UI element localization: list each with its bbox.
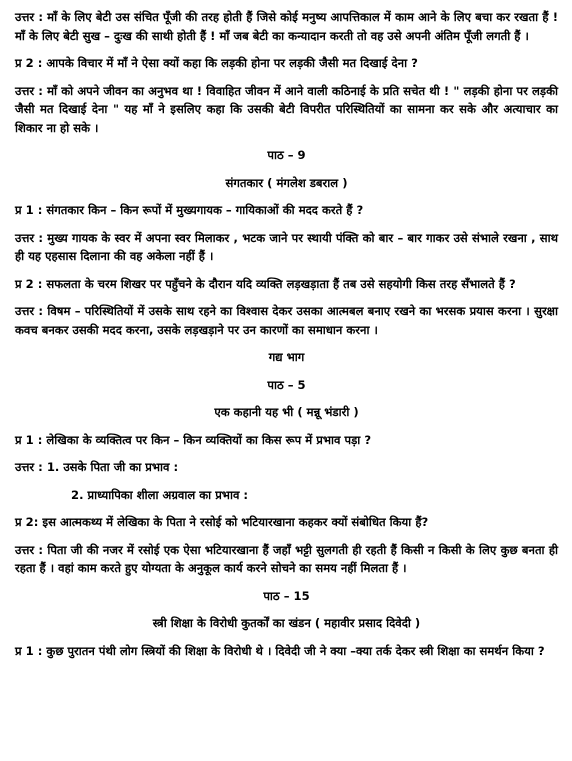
answer-mukhya-gayak: उत्तर : मुख्य गायक के स्वर में अपना स्वर मिलाकर , भटक जाने पर स्थायी पंक्ति को बार – बार गाकर उसे संभाले रखना , साथ ही यह एहसास दिलाना की वह अकेला नहीं हैं ।	[15, 230, 558, 263]
answer-list-item-1: उत्तर : 1. उसके पिता जी का प्रभाव :	[15, 460, 179, 474]
answer-list-item-2: 2. प्राध्यापिका शीला अग्रवाल का प्रभाव :	[71, 487, 249, 502]
section-heading-gadya: गद्य भाग	[268, 350, 305, 364]
answer-maa-anubhav: उत्तर : माँ को अपने जीवन का अनुभव था ! विवाहित जीवन में आने वाली कठिनाई के प्रति सचेत थी ! " लड़की होना पर लड़की जैसी मत दिखाई देना " यह माँ ने इसलिए कहा कि उसकी बेटी विपरीत परिस्थितियों का सामना कर सके और अत्याचार का शिकार ना हो सके ।	[15, 83, 558, 135]
chapter-title-sangatkar: संगतकार ( मंगलेश डबराल )	[225, 175, 348, 190]
question-2-ladki: प्र 2 : आपके विचार में माँ ने ऐसा क्यों कहा कि लड़की होना पर लड़की जैसी मत दिखाई देना ?	[15, 56, 418, 70]
lesson-heading-15: पाठ – 15	[263, 588, 310, 603]
answer-visham: उत्तर : विषम – परिस्थितियों में उसके साथ रहने का विश्वास देकर उसका आत्मबल बनाए रखने का भरसक प्रयास करना । सुरक्षा कवच बनकर उसकी मदद करना, उसके लड़खड़ाने पर उन कारणों का समाधान करना ।	[15, 304, 558, 337]
answer-maa-beti: उत्तर : माँ के लिए बेटी उस संचित पूँजी की तरह होती हैं जिसे कोई मनुष्य आपत्तिकाल में काम आने के लिए बचा कर रखता हैं ! माँ के लिए बेटी सुख – दुःख की साथी होती हैं ! माँ जब बेटी का कन्यादान करती तो वह उसे अपनी अंतिम पूँजी लगती हैं ।	[15, 10, 558, 43]
question-2-safalta: प्र 2 : सफलता के चरम शिखर पर पहुँचने के दौरान यदि व्यक्ति लड़खड़ाता हैं तब उसे सहयोगी किस तरह सँभालते हैं ?	[15, 276, 516, 291]
question-2-rasoi: प्र 2: इस आत्मकथ्य में लेखिका के पिता ने रसोई को भटियारखाना कहकर क्यों संबोधित किया हैं?	[15, 515, 429, 529]
chapter-title-ek-kahani: एक कहानी यह भी ( मन्नू भंडारी )	[214, 405, 359, 419]
question-1-sangatkar: प्र 1 : संगतकार किन – किन रूपों में मुख्यगायक – गायिकाओं की मदद करते हैं ?	[15, 203, 364, 217]
answer-bhatiyarkhana: उत्तर : पिता जी की नजर में रसोई एक ऐसा भटियारखाना हैं जहाँ भट्टी सुलगती ही रहती हैं किसी न किसी के लिए कुछ बनता ही रहता हैं । वहां काम करते हुए योग्यता के अनुकूल कार्य करने सोचने का समय नहीं मिलता हैं ।	[15, 542, 558, 575]
lesson-heading-9: पाठ – 9	[267, 148, 306, 162]
question-1-lekhika: प्र 1 : लेखिका के व्यक्तित्व पर किन – किन व्यक्तियों का किस रूप में प्रभाव पड़ा ?	[15, 432, 372, 447]
question-1-puratan-panthi: प्र 1 : कुछ पुरातन पंथी लोग स्त्रियों की शिक्षा के विरोधी थे । दिवेदी जी ने क्या –क्या तर्क देकर स्त्री शिक्षा का समर्थन किया ?	[15, 643, 545, 658]
chapter-title-stri-shiksha: स्त्री शिक्षा के विरोधी कुतर्कों का खंडन ( महावीर प्रसाद दिवेदी )	[152, 616, 421, 630]
lesson-heading-5: पाठ – 5	[267, 377, 306, 392]
